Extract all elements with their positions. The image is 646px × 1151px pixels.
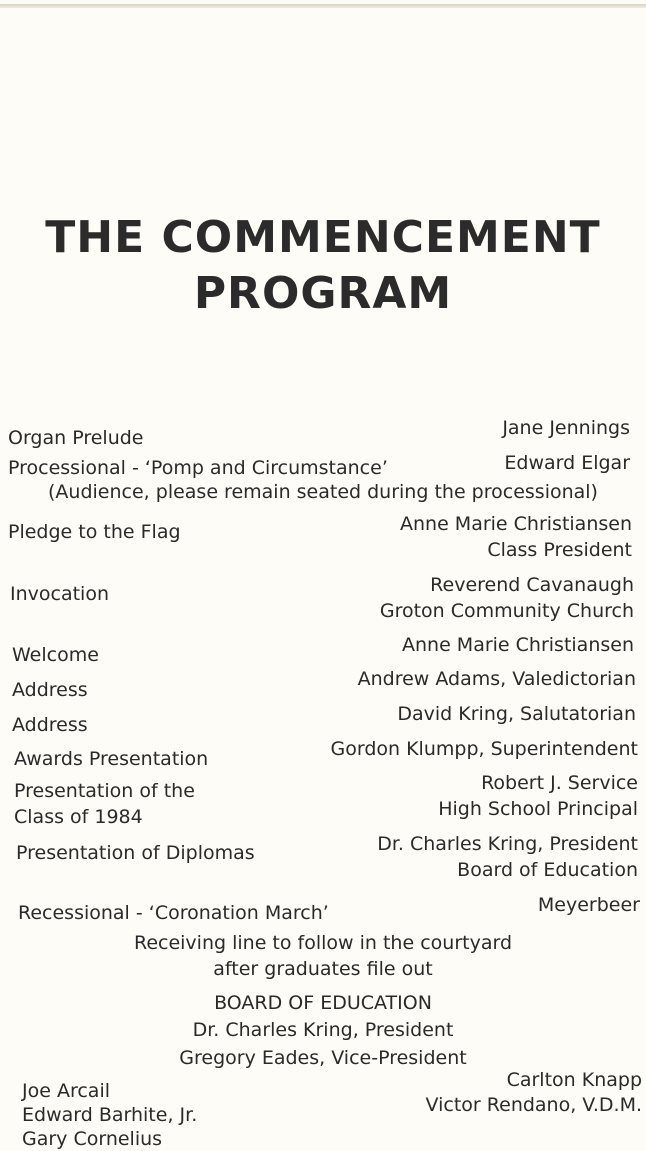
program-item-performer: Edward Elgar [504, 452, 630, 474]
program-item-label: Address [12, 679, 88, 701]
program-item-label: Presentation of Diplomas [16, 842, 255, 864]
program-item-label: Processional - ‘Pomp and Circumstance’ [8, 457, 388, 479]
board-members-left [22, 1079, 197, 1151]
performer-role: High School Principal [438, 798, 638, 820]
board-member: Gary Cornelius [22, 1128, 163, 1150]
program-item-performer [438, 770, 638, 822]
board-officer: Dr. Charles Kring, President [192, 1019, 454, 1041]
performer-line: Anne Marie Christiansen [399, 513, 632, 535]
program-item-label: Invocation [10, 583, 109, 605]
program-item-performer [400, 511, 632, 563]
board-member: Victor Rendano, V.D.M. [425, 1094, 642, 1116]
board-members-right [426, 1068, 642, 1118]
program-item-performer: David Kring, Salutatorian [397, 703, 636, 725]
performer-line: Dr. Charles Kring, President [377, 833, 638, 855]
performer-line: Reverend Cavanaugh [430, 574, 634, 596]
board-member: Carlton Knapp [506, 1069, 642, 1091]
program-item-label: Awards Presentation [14, 748, 209, 770]
program-item-label: Pledge to the Flag [8, 521, 181, 543]
program-item-label: Recessional - ‘Coronation March’ [18, 902, 329, 924]
board-officers [0, 1016, 646, 1072]
performer-role: Board of Education [457, 859, 638, 881]
top-edge-line [0, 4, 646, 8]
page-title: THE COMMENCEMENT [45, 212, 601, 263]
label-line: Class of 1984 [14, 806, 143, 828]
program-item-performer: Jane Jennings [502, 417, 630, 439]
board-heading: BOARD OF EDUCATION [214, 992, 432, 1014]
program-item-performer: Meyerbeer [537, 894, 640, 916]
label-line: Presentation of the [14, 780, 195, 802]
program-item-performer [380, 572, 634, 624]
program-item-performer: Anne Marie Christiansen [401, 634, 634, 656]
board-member: Edward Barhite, Jr. [22, 1104, 198, 1126]
performer-role: Class President [487, 539, 632, 561]
board-member: Joe Arcail [22, 1080, 110, 1102]
performer-role: Groton Community Church [379, 600, 634, 622]
performer-line: Robert J. Service [481, 772, 638, 794]
program-item-label: Organ Prelude [8, 427, 144, 449]
program-item-performer [377, 831, 638, 883]
program-item-label [14, 778, 195, 830]
program-item-performer: Andrew Adams, Valedictorian [357, 668, 636, 690]
board-officer: Gregory Eades, Vice-President [179, 1047, 467, 1069]
processional-note: (Audience, please remain seated during the processional) [48, 481, 598, 503]
program-item-label: Welcome [12, 644, 99, 666]
receiving-line-note [0, 930, 646, 982]
program-item-label: Address [12, 714, 88, 736]
page-title-line2: PROGRAM [193, 268, 453, 319]
note-line: Receiving line to follow in the courtyard [133, 932, 512, 954]
note-line: after graduates file out [213, 958, 433, 980]
program-item-performer: Gordon Klumpp, Superintendent [330, 738, 638, 760]
